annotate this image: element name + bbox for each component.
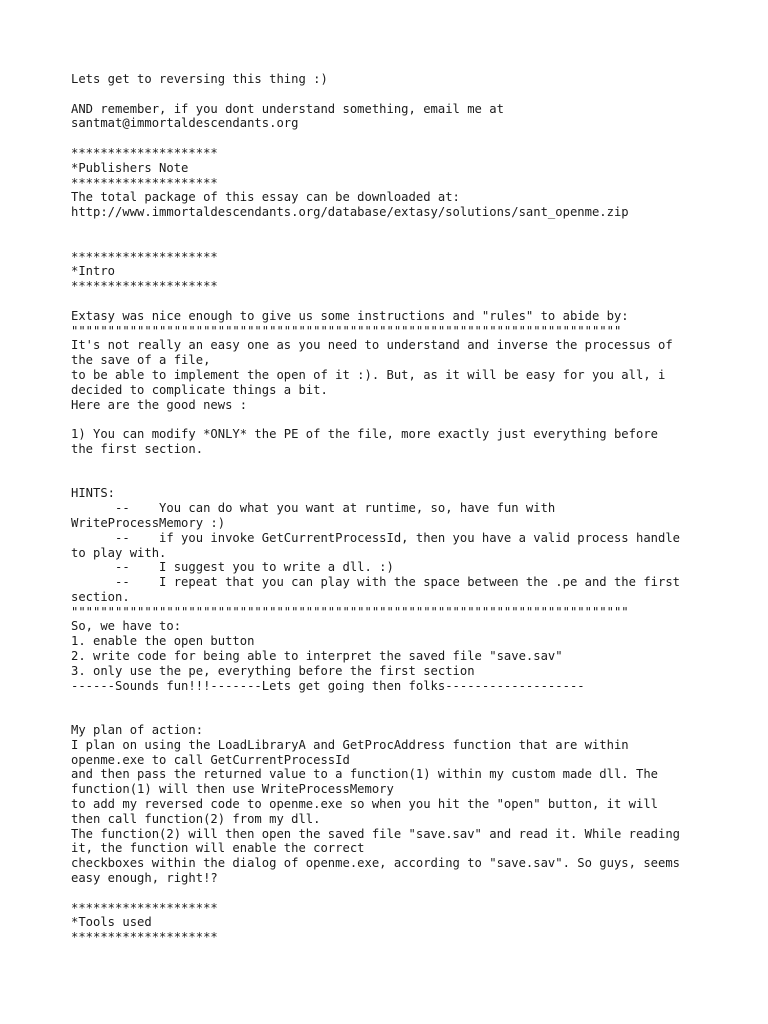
text-line: to be able to implement the open of it :). But, as it will be easy for you all, i: [71, 367, 666, 382]
text-line: *Publishers Note: [71, 160, 189, 175]
text-line: -- I repeat that you can play with the space between the .pe and the first: [71, 575, 681, 590]
text-line: The function(2) will then open the saved file "save.sav" and read it. While reading: [71, 826, 681, 841]
text-line: It's not really an easy one as you need to understand and inverse the processus of: [71, 338, 673, 353]
text-line: 2. write code for being able to interpret the saved file "save.sav": [71, 649, 563, 664]
text-line: ********************: [71, 249, 218, 264]
text-line: section.: [71, 589, 130, 604]
blank-line: [71, 412, 711, 427]
text-line: -- if you invoke GetCurrentProcessId, then you have a valid process handle: [71, 530, 681, 545]
text-line: I plan on using the LoadLibraryA and GetProcAddress function that are within: [71, 737, 629, 752]
text-line: checkboxes within the dialog of openme.exe, according to "save.sav". So guys, seems: [71, 856, 681, 871]
text-line: AND remember, if you dont understand something, email me at: [71, 101, 504, 116]
blank-line: [71, 87, 711, 102]
text-line: ********************: [71, 900, 218, 915]
text-line: the first section.: [71, 441, 204, 456]
blank-line: [71, 708, 711, 723]
text-line: Lets get to reversing this thing :): [71, 72, 328, 86]
text-line: openme.exe to call GetCurrentProcessId: [71, 752, 350, 767]
text-line: and then pass the returned value to a function(1) within my custom made dll. The: [71, 767, 658, 782]
text-line: *Intro: [71, 264, 116, 279]
text-line: http://www.immortaldescendants.org/database/extasy/solutions/sant_openme.zip: [71, 205, 629, 220]
text-line: The total package of this essay can be downloaded at:: [71, 190, 460, 205]
text-line: """"""""""""""""""""""""""""""""""""""""""""""""""""""""""""""""""""""""""": [71, 323, 622, 338]
text-line: it, the function will enable the correct: [71, 841, 365, 856]
blank-line: [71, 693, 711, 708]
text-line: easy enough, right!?: [71, 871, 218, 886]
text-line: HINTS:: [71, 486, 116, 501]
text-line: 1) You can modify *ONLY* the PE of the file, more exactly just everything before: [71, 427, 658, 442]
text-line: ********************: [71, 145, 218, 160]
blank-line: [71, 886, 711, 901]
text-line: ********************: [71, 930, 218, 945]
blank-line: [71, 235, 711, 250]
text-line: the save of a file,: [71, 353, 211, 368]
text-line: Here are the good news :: [71, 397, 248, 412]
text-line: Extasy was nice enough to give us some instructions and "rules" to abide by:: [71, 308, 629, 323]
text-line: WriteProcessMemory :): [71, 515, 226, 530]
text-line: santmat@immortaldescendants.org: [71, 116, 299, 131]
blank-line: [71, 220, 711, 235]
text-line: function(1) will then use WriteProcessMemory: [71, 782, 394, 797]
text-line: -- You can do what you want at runtime, so, have fun with: [71, 501, 556, 516]
text-line: ********************: [71, 175, 218, 190]
text-line: 1. enable the open button: [71, 634, 255, 649]
blank-line: [71, 457, 711, 472]
blank-line: [71, 472, 711, 487]
text-line: """""""""""""""""""""""""""""""""""""""""""""""""""""""""""""""""""""""""""": [71, 604, 629, 619]
text-line: ------Sounds fun!!!-------Lets get going then folks-------------------: [71, 678, 585, 693]
text-line: So, we have to:: [71, 619, 182, 634]
text-line: to add my reversed code to openme.exe so when you hit the "open" button, it will: [71, 797, 658, 812]
text-line: decided to complicate things a bit.: [71, 382, 328, 397]
text-line: *Tools used: [71, 915, 152, 930]
blank-line: [71, 131, 711, 146]
text-line: 3. only use the pe, everything before the first section: [71, 663, 475, 678]
text-line: then call function(2) from my dll.: [71, 811, 321, 826]
text-line: My plan of action:: [71, 723, 204, 738]
text-line: -- I suggest you to write a dll. :): [71, 560, 394, 575]
blank-line: [71, 294, 711, 309]
text-line: to play with.: [71, 545, 167, 560]
text-line: ********************: [71, 279, 218, 294]
